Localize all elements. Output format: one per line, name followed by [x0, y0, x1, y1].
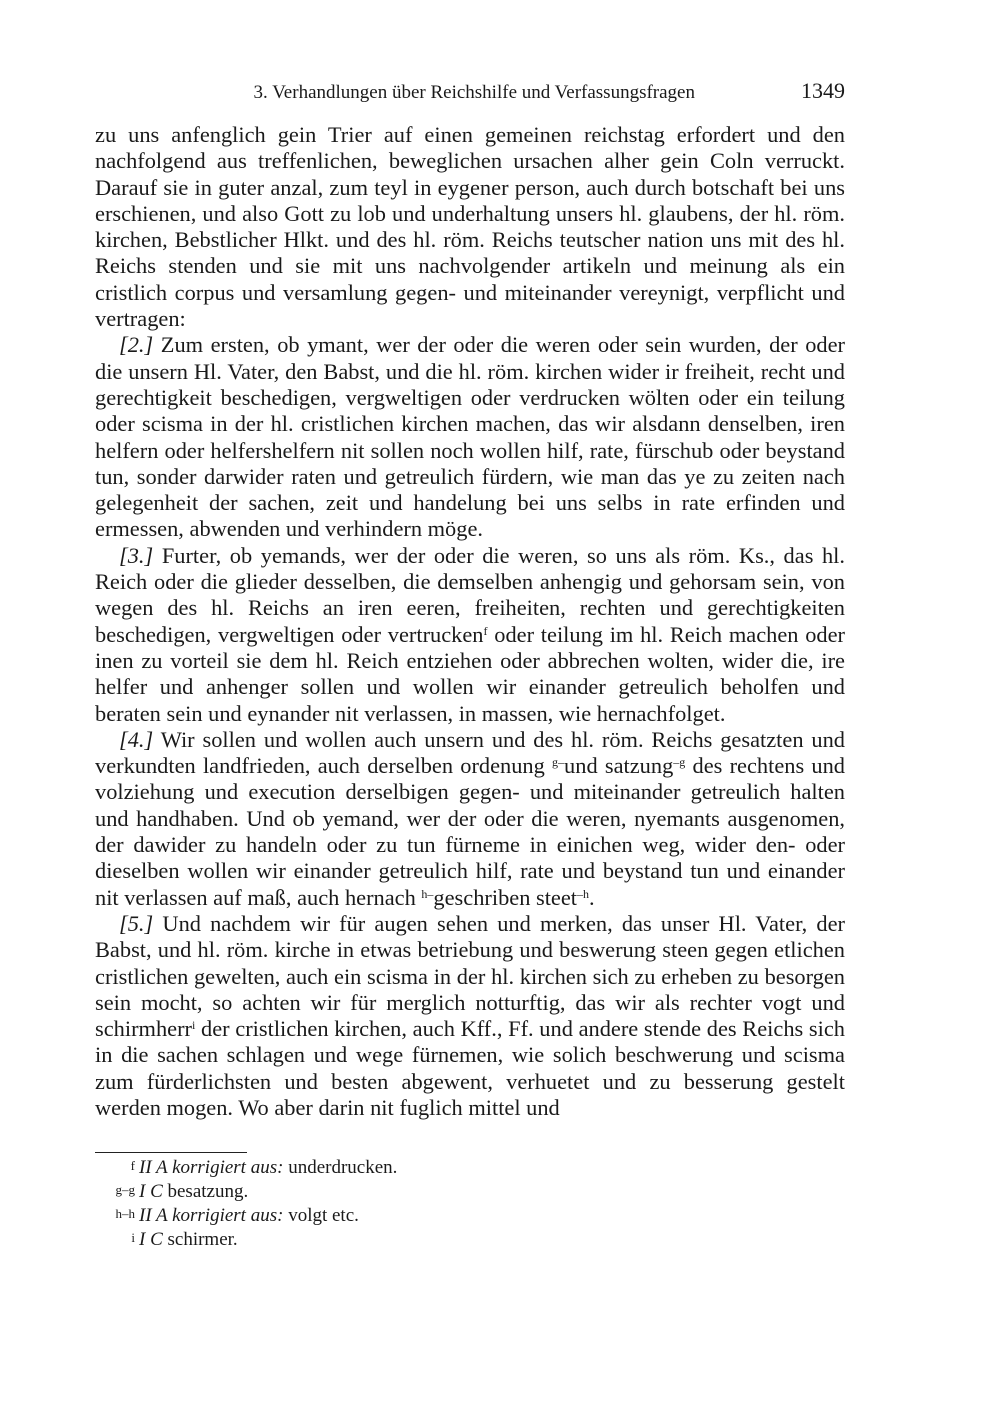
- article-text: .: [589, 884, 595, 910]
- article-text: des rechtens und volziehung und execution derselbigen gegen- und miteinander getreulich halten und handhaben. Und ob yemand, wer der oder die weren, nyemants ausgenomen, der dawider zu handeln oder zu tun fürneme in einichen weg, wider den- oder dieselben wollen wir einander getreulich hilf, rate und beystand tun und einander nit verlassen auf maß, auch hernach: [95, 753, 845, 910]
- footnote-ref-i: i: [192, 1018, 196, 1033]
- running-header: [95, 78, 845, 108]
- article-text: geschriben steet: [433, 884, 578, 910]
- page-number: 1349: [801, 78, 845, 103]
- footnote-text: volgt etc.: [283, 1205, 359, 1226]
- article-text: Wir sollen und wollen auch unsern und des hl. röm. Reichs gesatzten und verkundten landfrieden, auch derselben ordenung: [95, 726, 845, 779]
- paragraph-article-4: [95, 727, 845, 911]
- article-text: und satzung: [564, 753, 674, 779]
- paragraph-article-2: [95, 332, 845, 542]
- article-number: [4.]: [119, 726, 154, 752]
- article-text: Zum ersten, ob ymant, wer der oder die weren oder sein wurden, der oder die unsern Hl. Vater, den Babst, und die hl. röm. kirchen wider ir freiheit, recht und gerechtigkeit beschedigen, vergweltigen oder verdrucken wölten oder ein teilung oder scisma in der hl. cristlichen kirchen machen, das wir alsdann denselben, iren helfern oder helfershelfern nit sollen noch wollen hilf, rate, fürschub oder beystand tun, sonder darwider raten und getreulich fürdern, wie man das ye zu zeiten nach gelegenheit der sachen, zeit und handelung bei uns selbs in rate erfinden und ermessen, abwenden und verhindern möge.: [95, 332, 845, 542]
- footnote-ref-g-open: g–: [552, 755, 565, 770]
- main-text: [95, 122, 845, 1121]
- article-number: [2.]: [119, 332, 154, 358]
- article-text: Furter, ob yemands, wer der oder die weren, so uns als röm. Ks., das hl. Reich oder die glieder desselben, die demselben anhengig und gehorsam sein, von wegen des hl. Reichs an iren eeren, freiheiten, rechten und gerechtigkeiten beschedigen, vergweltigen oder vertrucken: [95, 542, 845, 647]
- running-title: 3. Verhandlungen über Reichshilfe und Verfassungsfragen: [253, 82, 695, 103]
- paragraph-article-5: [95, 911, 845, 1121]
- footnote-ref-g-close: –g: [673, 755, 686, 770]
- footnote-g: [95, 1180, 397, 1204]
- footnote-text: underdrucken.: [283, 1157, 398, 1178]
- footnote-ref-f: f: [483, 623, 488, 638]
- footnote-ref-h-close: –h: [577, 886, 590, 901]
- paragraph-intro: zu uns anfenglich gein Trier auf einen gemeinen reichstag erfordert und den nachfolgend aus treffenlichen, beweglichen ursachen alher gein Coln verruckt. Darauf sie in guter anzal, zum teyl in eygener person, auch durch botschaft bei uns erschienen, und also Gott zu lob und underhaltung unsers hl. glaubens, der hl. röm. kirchen, Bebstlicher Hlkt. und des hl. röm. Reichs teutscher nation uns mit des hl. Reichs stenden und sie mit uns nachvolgender artikeln und meinung als ein cristlich corpus und versamlung gegen- und miteinander vereynigt, verpflicht und vertragen:: [95, 122, 845, 332]
- footnote-h: [95, 1204, 397, 1228]
- footnote-mark: g–g: [115, 1182, 135, 1197]
- footnote-source: I C: [139, 1181, 163, 1202]
- paragraph-article-3: [95, 543, 845, 727]
- article-number: [5.]: [119, 910, 154, 936]
- footnote-mark: i: [131, 1230, 135, 1245]
- footnote-text: besatzung.: [162, 1181, 249, 1202]
- footnote-mark: f: [130, 1158, 135, 1173]
- footnote-source: II A korrigiert aus:: [139, 1157, 284, 1178]
- article-text: oder teilung im hl. Reich machen oder inen zu vorteil sie dem hl. Reich entziehen oder abbrechen wolten, wider die, ire helfer und anhenger sollen und wollen wir einander getreulich beholfen und beraten sein und eynander nit verlassen, in massen, wie hernachfolget.: [95, 621, 845, 726]
- footnote-i: [95, 1228, 397, 1252]
- article-text: Und nachdem wir für augen sehen und merken, das unser Hl. Vater, der Babst, und hl. röm. kirche in etwas betriebung und beswerung steen gegen etlichen cristlichen gewelten, auch ein scisma in der hl. kirchen sich zu erheben zu besorgen sein mocht, so achten wir für merglich notturftig, das wir als rechter vogt und schirmherr: [95, 910, 845, 1042]
- footnote-mark: h–h: [115, 1206, 135, 1221]
- article-text: der cristlichen kirchen, auch Kff., Ff. und andere stende des Reichs sich in die sachen schlagen und wege fürnemen, wie solich beschwerung und scisma zum fürderlichsten und besten abgewent, verhuetet und zu besserung gestelt werden mogen. Wo aber darin nit fuglich mittel und: [95, 1016, 845, 1120]
- footnote-ref-h-open: h–: [421, 886, 434, 901]
- footnote-source: I C: [139, 1229, 163, 1250]
- footnote-rule: [95, 1152, 247, 1153]
- footnote-f: [95, 1156, 397, 1180]
- footnote-source: II A korrigiert aus:: [139, 1205, 284, 1226]
- article-number: [3.]: [119, 542, 154, 568]
- footnotes: [95, 1156, 397, 1252]
- footnote-text: schirmer.: [162, 1229, 238, 1250]
